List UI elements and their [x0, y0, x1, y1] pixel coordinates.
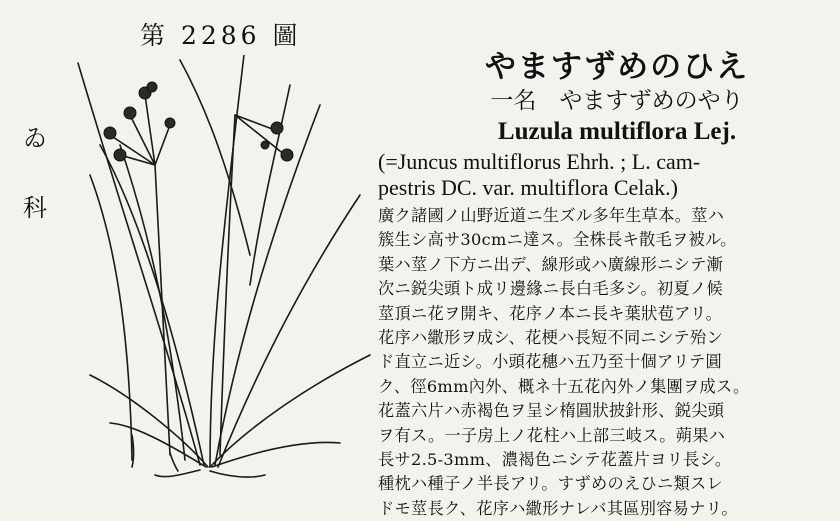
description-line: 花蓋六片ハ赤褐色ヲ呈シ楕圓狀披針形、鋭尖頭 [378, 401, 725, 421]
flower-head [114, 149, 126, 161]
leaf [110, 423, 206, 467]
japanese-name: やますずめのひえ [484, 49, 750, 85]
description-line: 莖頂ニ花ヲ開キ、花序ノ本ニ長キ葉狀苞アリ。 [378, 303, 723, 323]
text-column [378, 48, 826, 521]
flower-head [147, 82, 157, 92]
description-line: ド直立ニ近シ。小頭花穗ハ五乃至十個アリテ圓 [378, 352, 722, 372]
leaf [210, 355, 370, 467]
flower-head [165, 118, 175, 128]
description-line: ドモ莖長ク、花序ハ繖形ナレバ其區別容易ナリ。 [378, 498, 738, 518]
flower-head [281, 149, 293, 161]
stem [155, 165, 170, 455]
synonym-line-2: pestris DC. var. multiflora Celak.) [378, 175, 678, 200]
family-label-lower: 科 [23, 194, 47, 222]
leaf [90, 375, 208, 467]
family-label-upper: ゐ [23, 124, 47, 152]
scientific-name: Luzula multiflora Lej. [497, 118, 737, 145]
plate-number: 第 2286 圖 [140, 21, 302, 50]
description [378, 204, 826, 521]
plant-illustration [60, 55, 390, 485]
description-line: 葉ハ莖ノ下方ニ出デ、線形或ハ廣線形ニシテ漸 [378, 254, 724, 274]
description-line: 簇生シ高サ30cmニ達ス。全株長キ散毛ヲ被ル。 [378, 230, 737, 250]
description-line: 次ニ鋭尖頭ト成リ邊緣ニ長白毛多シ。初夏ノ候 [378, 279, 723, 299]
description-line: ク、徑6mm內外、概ネ十五花內外ノ集團ヲ成ス。 [378, 376, 750, 396]
flower-head [124, 107, 136, 119]
leaf [218, 195, 360, 467]
flower-head [104, 127, 116, 139]
flower-head [271, 122, 283, 134]
description-line: 廣ク諸國ノ山野近道ニ生ズル多年生草本。莖ハ [378, 206, 725, 225]
leaf [250, 85, 290, 285]
description-line: 種枕ハ種子ノ半長アリ。すずめのえひニ類スレ [378, 474, 723, 494]
flower-head [261, 141, 269, 149]
description-line: 花序ハ繖形ヲ成シ、花梗ハ長短不同ニシテ殆ン [378, 328, 723, 348]
description-line: 長サ2.5-3mm、濃褐色ニシテ花蓋片ヨリ長シ。 [378, 450, 732, 470]
alias-name: 一名 やますずめのやり [490, 88, 744, 114]
synonym-line-1: (=Juncus multiflorus Ehrh. ; L. cam- [378, 149, 701, 174]
description-line: ヲ有ス。一子房上ノ花柱ハ上部三岐ス。蒴果ハ [378, 425, 726, 445]
